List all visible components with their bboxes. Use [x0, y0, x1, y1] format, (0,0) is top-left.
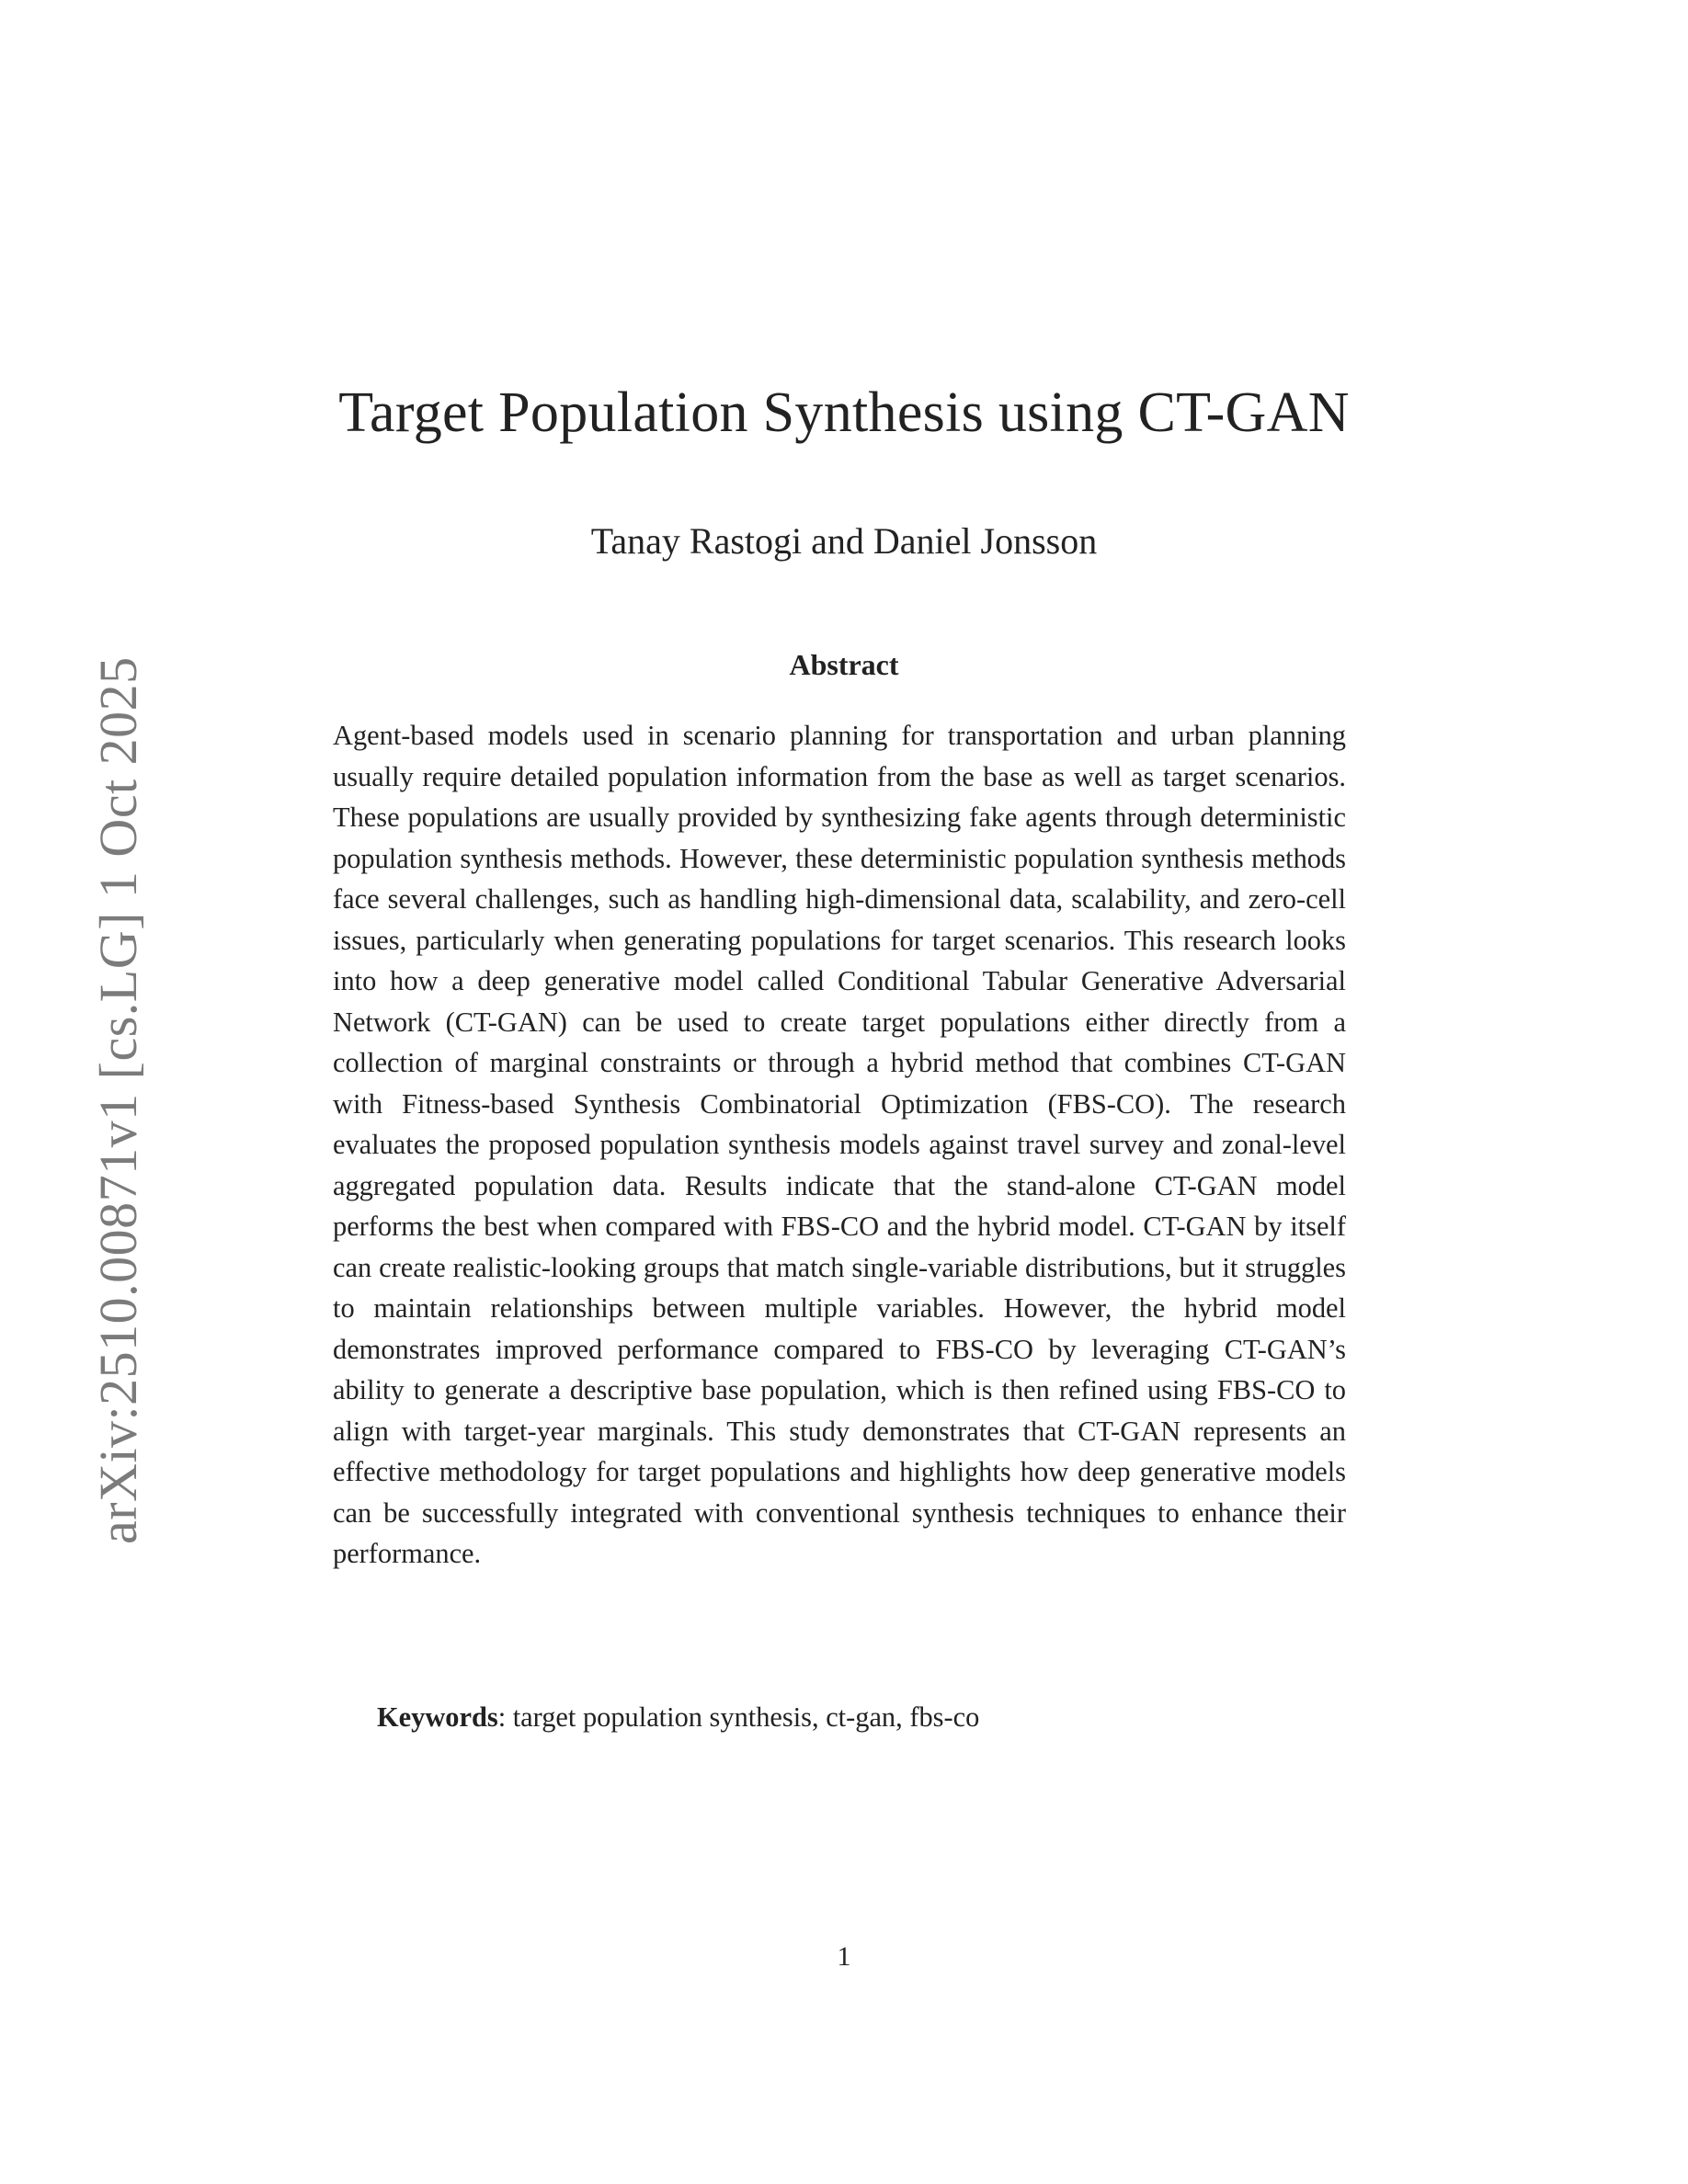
author-list: Tanay Rastogi and Daniel Jonsson [590, 520, 1098, 562]
page-number: 1 [837, 1941, 851, 1972]
keywords-text: target population synthesis, ct-gan, fbs-co [506, 1701, 980, 1733]
arxiv-identifier-text: arXiv:2510.00871v1 [cs.LG] 1 Oct 2025 [88, 656, 148, 1544]
keywords-label: Keywords [377, 1701, 498, 1733]
keywords-separator: : [497, 1701, 507, 1733]
paper-title: Target Population Synthesis using CT-GAN [338, 381, 1350, 444]
abstract-heading: Abstract [789, 648, 899, 681]
arxiv-identifier-stamp [44, 625, 148, 1544]
keywords-line [377, 1697, 1346, 1738]
abstract-body: Agent-based models used in scenario planning for transportation and urban planning usually require detailed population information from the base as well as target scenarios. These populations are usually provided by synthesizing fake agents through deterministic population synthesis methods. However, these deterministic population synthesis methods face several challenges, such as handling high-dimensional data, scalability, and zero-cell issues, particularly when generating populations for target scenarios. This research looks into how a deep generative model called Conditional Tabular Generative Adversarial Network (CT-GAN) can be used to create target populations either directly from a collection of marginal constraints or through a hybrid method that combines CT-GAN with Fitness-based Synthesis Combinatorial Optimization (FBS-CO). The research evaluates the proposed population synthesis models against travel survey and zonal-level aggregated population data. Results indicate that the stand-alone CT-GAN model performs the best when compared with FBS-CO and the hybrid model. CT-GAN by itself can create realistic-looking groups that match single-variable distributions, but it struggles to maintain relationships between multiple variables. However, the hybrid model demonstrates improved performance compared to FBS-CO by leveraging CT-GAN’s ability to generate a descriptive base population, which is then refined using FBS-CO to align with target-year marginals. This study demonstrates that CT-GAN represents an effective methodology for target populations and highlights how deep generative models can be successfully integrated with conventional synthesis techniques to enhance their performance. [333, 720, 1346, 1569]
